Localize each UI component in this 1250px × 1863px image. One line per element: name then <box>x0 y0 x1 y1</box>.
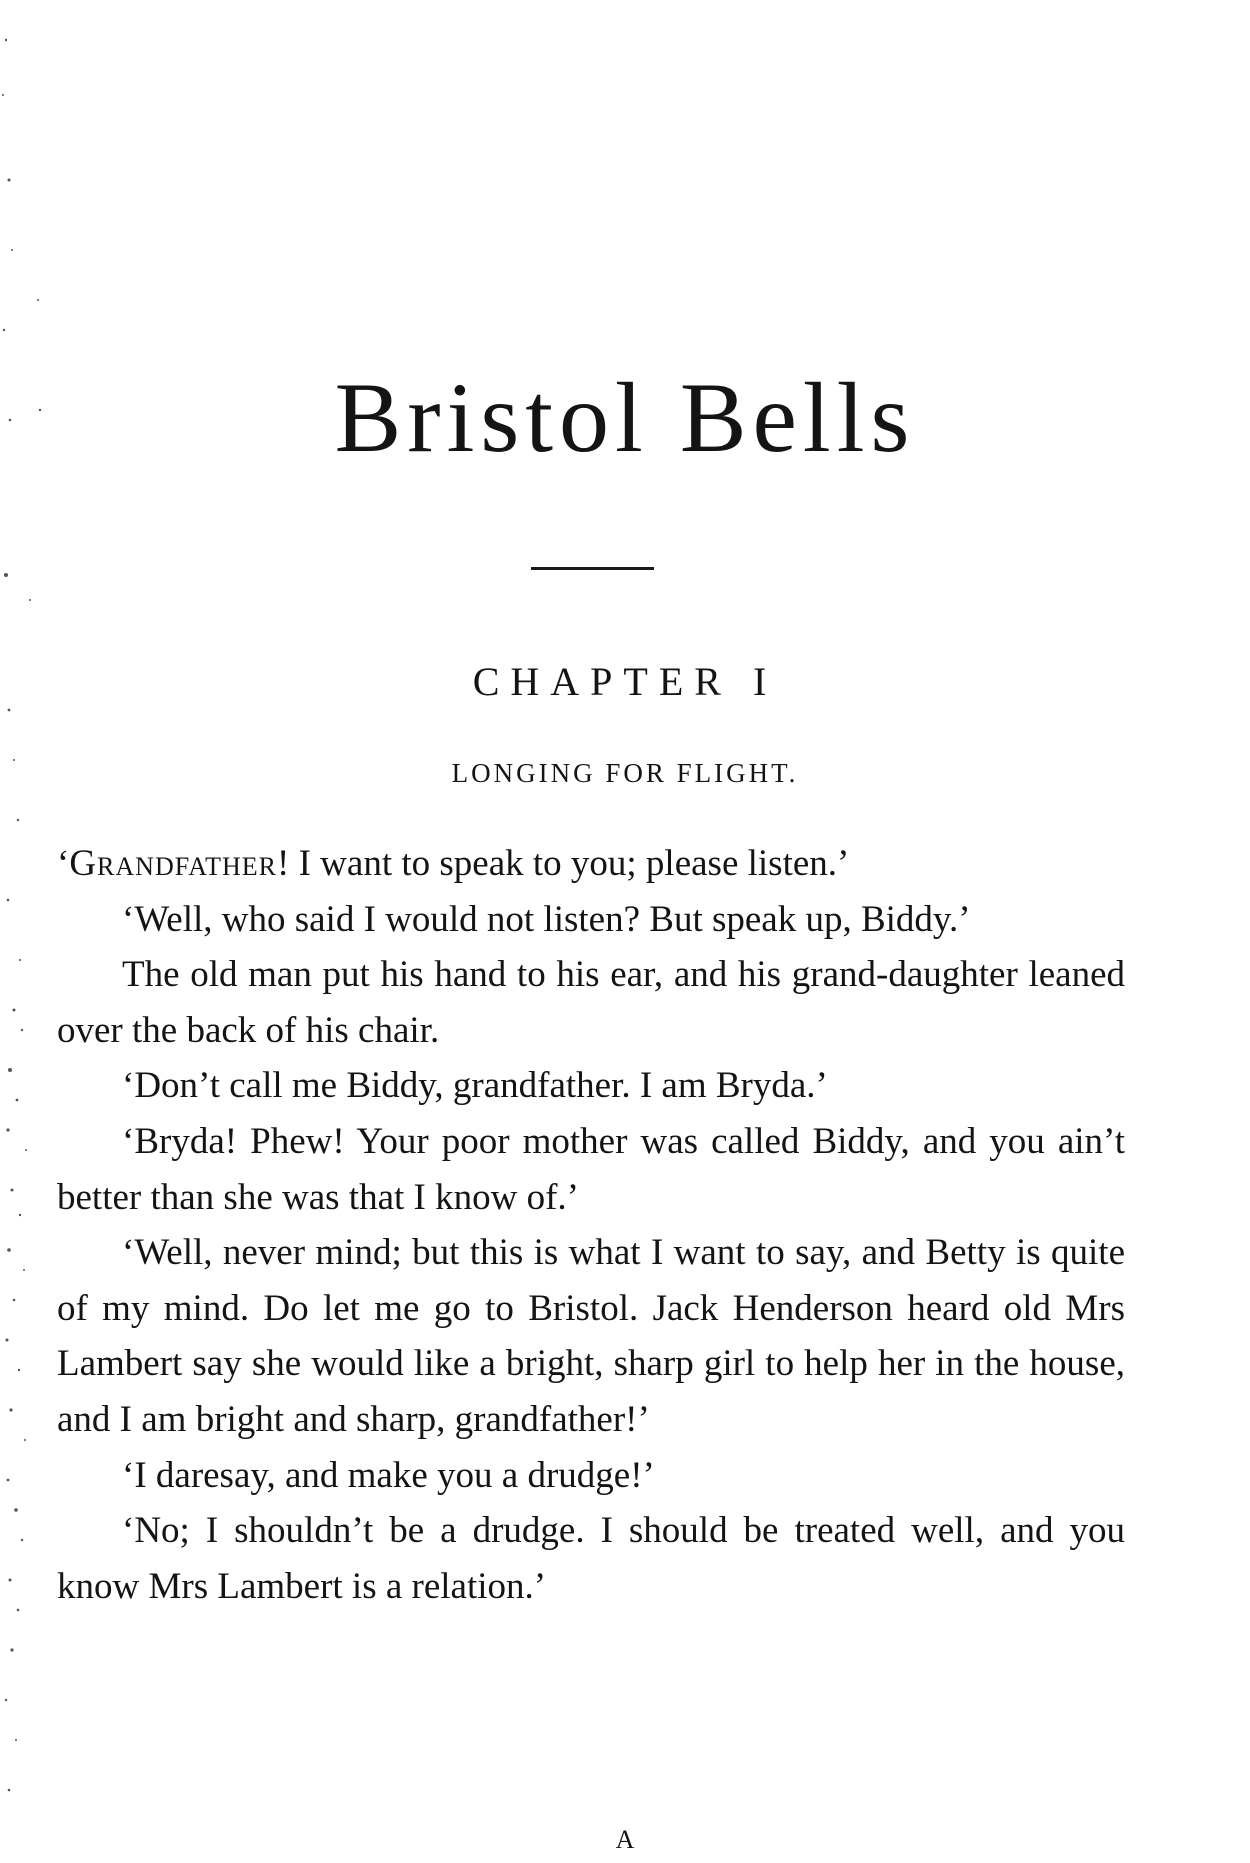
signature-mark: A <box>615 1825 635 1854</box>
book-title: Bristol Bells <box>334 362 916 473</box>
chapter-body <box>57 836 1125 1614</box>
paragraph-6: ‘Well, never mind; but this is what I want to say, and Betty is quite of my mind. Do let me go to Bristol. Jack Henderson heard old Mrs Lambert say she would like a bright, sharp girl to help her in the house, and I am bright and sharp, grandfather!’ <box>57 1232 1125 1440</box>
chapter-subtitle: LONGING FOR FLIGHT. <box>451 758 799 788</box>
paragraph-5: ‘Bryda! Phew! Your poor mother was called Biddy, and you ain’t better than she was that I know of.’ <box>57 1120 1125 1218</box>
paragraph-8: ‘No; I shouldn’t be a drudge. I should be treated well, and you know Mrs Lambert is a relation.’ <box>57 1510 1125 1607</box>
opening-word-small-caps: Grandfather <box>69 843 278 884</box>
title-divider-rule <box>531 567 654 570</box>
paragraph-4: ‘Don’t call me Biddy, grandfather. I am Bryda.’ <box>122 1065 828 1107</box>
binding-edge-speckles <box>0 0 60 1863</box>
opening-quote: ‘ <box>57 843 70 884</box>
chapter-heading: CHAPTER I <box>472 659 778 704</box>
paragraph-1 <box>57 836 1125 892</box>
paragraph-1-text: ! I want to speak to you; please listen.’ <box>277 843 850 884</box>
paragraph-2: ‘Well, who said I would not listen? But speak up, Biddy.’ <box>122 898 971 940</box>
paragraph-3: The old man put his hand to his ear, and his grand-daughter leaned over the back of his chair. <box>57 954 1125 1051</box>
paragraph-7: ‘I daresay, and make you a drudge!’ <box>122 1454 655 1496</box>
